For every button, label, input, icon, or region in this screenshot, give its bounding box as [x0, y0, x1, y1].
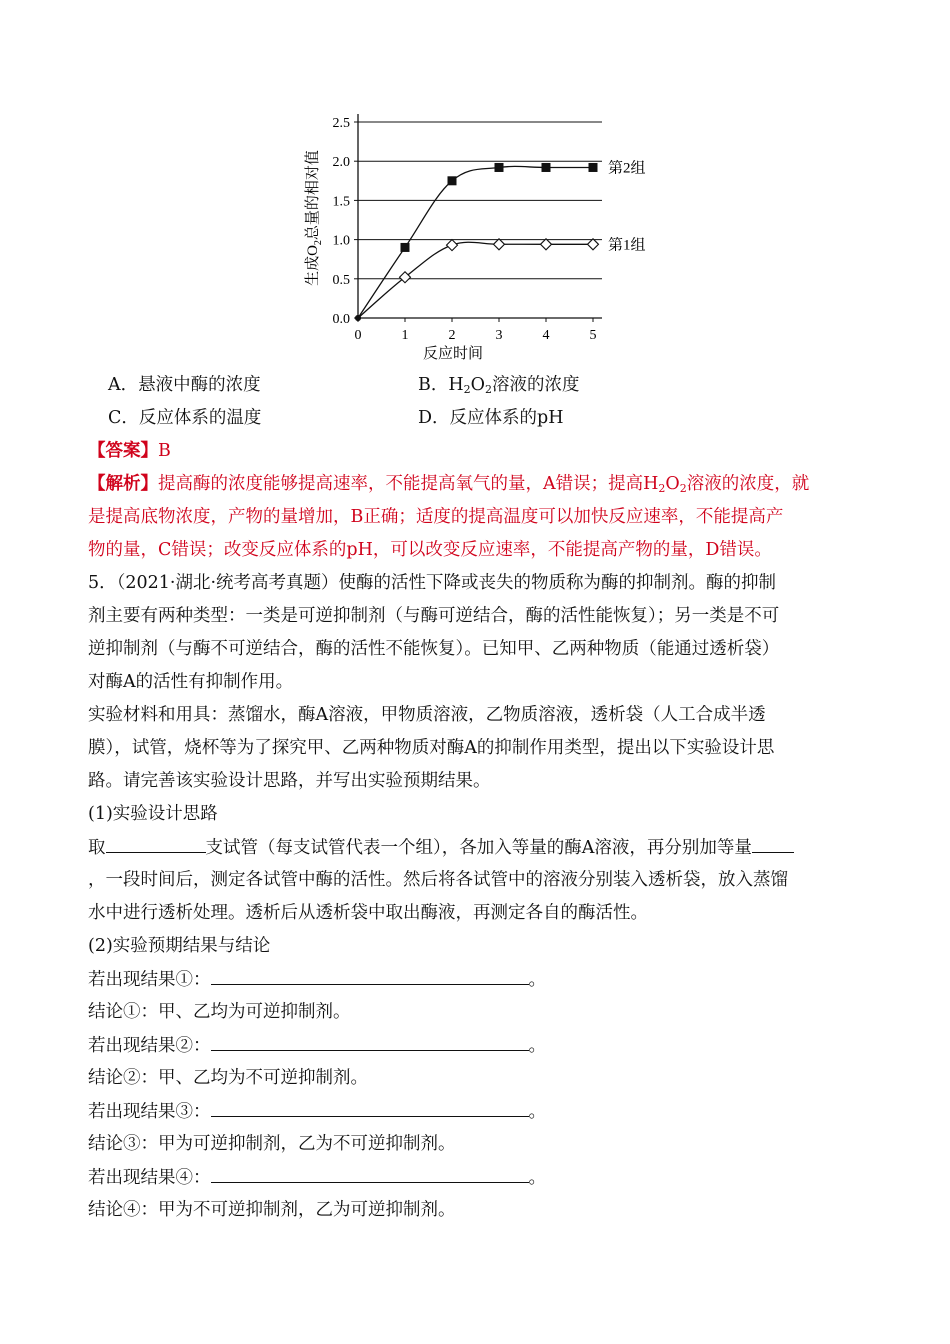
- blank-tube-count[interactable]: [106, 834, 206, 853]
- y-tick-label-0.0: 0.0: [332, 312, 350, 327]
- option-d: D．反应体系的pH: [418, 408, 564, 428]
- series-label-1: 第2组: [608, 160, 646, 177]
- origin-point: [355, 315, 361, 321]
- x-axis-label: 反应时间: [422, 346, 484, 362]
- x-tick-label-5: 5: [589, 328, 597, 343]
- blank-result-2[interactable]: [211, 1032, 529, 1051]
- y-tick-label-0.5: 0.5: [332, 272, 350, 288]
- q5-line-6: 膜），试管，烧杯等为了探究甲、乙两种物质对酶A的抑制作用类型，提出以下实验设计思: [88, 738, 775, 758]
- series-1-point-5: [589, 163, 598, 172]
- y-axis-label: 生成$O_2$总量的相对值: [305, 150, 324, 286]
- part2-title: (2)实验预期结果与结论: [88, 936, 271, 956]
- series-1-point-1: [401, 243, 410, 252]
- q5-line-7: 路。请完善该实验设计思路，并写出实验预期结果。: [88, 771, 491, 791]
- answer-label: 【答案】: [88, 441, 158, 461]
- analysis-line-2: 是提高底物浓度，产物的量增加，B正确；适度的提高温度可以加快反应速率，不能提高产: [88, 507, 784, 527]
- result-2: 若出现结果②： 。: [88, 1032, 546, 1059]
- analysis-line-1: 【解析】提高酶的浓度能够提高速率，不能提高氧气的量，A错误；提高$H_2O_2$溶液的浓度，就: [88, 474, 810, 495]
- series-2-point-4: [541, 239, 552, 250]
- blank-result-1[interactable]: [211, 966, 529, 985]
- answer-value: B: [158, 441, 171, 461]
- answer-line: [88, 438, 171, 464]
- y-tick-label-1.5: 1.5: [332, 194, 350, 210]
- q5-line-5: 实验材料和用具：蒸馏水，酶A溶液，甲物质溶液，乙物质溶液，透析袋（人工合成半透: [88, 705, 766, 725]
- q5-line-4: 对酶A的活性有抑制作用。: [88, 672, 294, 692]
- x-tick-label-2: 2: [448, 328, 456, 343]
- q5-line-3: 逆抑制剂（与酶不可逆结合，酶的活性不能恢复）。已知甲、乙两种物质（能通过透析袋）: [88, 639, 780, 659]
- series-2-point-3: [494, 239, 505, 250]
- x-tick-label-4: 4: [542, 328, 550, 343]
- y-tick-labels: [333, 116, 351, 327]
- part1-line-1: 取 支试管（每支试管代表一个组），各加入等量的酶A溶液，再分别加等量: [88, 834, 794, 861]
- y-tick-label-2.0: 2.0: [332, 155, 350, 171]
- option-a: A．悬液中酶的浓度: [108, 375, 261, 395]
- part1-line-2: ，一段时间后，测定各试管中酶的活性。然后将各试管中的溶液分别装入透析袋，放入蒸馏: [88, 870, 788, 890]
- result-3: 若出现结果③： 。: [88, 1098, 546, 1125]
- result-1: 若出现结果①： 。: [88, 966, 546, 993]
- conclusion-1: 结论①：甲、乙均为可逆抑制剂。: [88, 1002, 351, 1022]
- option-c: C．反应体系的温度: [108, 408, 262, 428]
- analysis-label: 【解析】: [88, 474, 158, 494]
- y-tick-label-1.0: 1.0: [332, 233, 350, 249]
- series-2-point-2: [447, 240, 458, 251]
- blank-added-substance[interactable]: [752, 834, 794, 853]
- q5-line-2: 剂主要有两种类型：一类是可逆抑制剂（与酶可逆结合，酶的活性能恢复）；另一类是不可: [88, 606, 780, 626]
- option-b: B．$H_2O_2$溶液的浓度: [418, 375, 580, 396]
- x-tick-labels: [355, 328, 597, 343]
- conclusion-2: 结论②：甲、乙均为不可逆抑制剂。: [88, 1068, 368, 1088]
- series-line-2: [358, 242, 593, 318]
- conclusion-3: 结论③：甲为可逆抑制剂，乙为不可逆抑制剂。: [88, 1134, 456, 1154]
- series-1-point-4: [542, 163, 551, 172]
- y-tick-label-2.5: 2.5: [332, 116, 350, 131]
- q5-line-1: 5．（2021·湖北·统考高考真题）使酶的活性下降或丧失的物质称为酶的抑制剂。酶的抑制: [88, 573, 777, 593]
- part1-title: (1)实验设计思路: [88, 804, 218, 824]
- x-tick-label-0: 0: [354, 328, 362, 343]
- conclusion-4: 结论④：甲为不可逆抑制剂，乙为可逆抑制剂。: [88, 1200, 456, 1220]
- blank-result-3[interactable]: [211, 1098, 529, 1117]
- x-tick-label-1: 1: [401, 328, 409, 343]
- series-label-2: 第1组: [608, 237, 646, 254]
- x-tick-label-3: 3: [495, 328, 503, 343]
- series-1-point-2: [448, 176, 457, 185]
- part1-line-3: 水中进行透析处理。透析后从透析袋中取出酶液，再测定各自的酶活性。: [88, 903, 648, 923]
- blank-result-4[interactable]: [211, 1164, 529, 1183]
- o2-chart: [290, 104, 660, 369]
- series-2-point-5: [588, 239, 599, 250]
- chart-series: [355, 159, 646, 321]
- result-4: 若出现结果④： 。: [88, 1164, 546, 1191]
- chart-gridlines: [354, 122, 602, 322]
- analysis-line-3: 物的量，C错误；改变反应体系的pH，可以改变反应速率，不能提高产物的量，D错误。: [88, 540, 772, 560]
- series-1-point-3: [495, 163, 504, 172]
